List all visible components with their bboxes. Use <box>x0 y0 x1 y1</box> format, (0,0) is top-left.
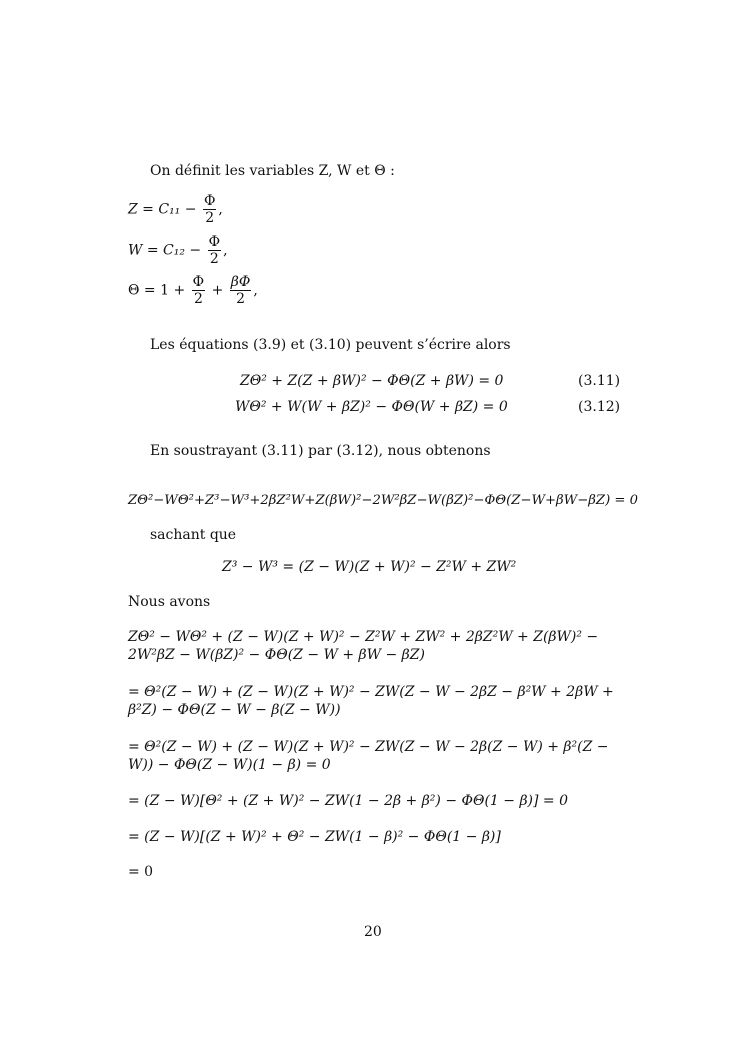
equations-intro-text: Les équations (3.9) et (3.10) peuvent s’écrire alors <box>150 337 511 353</box>
fraction-denominator: 2 <box>193 291 203 307</box>
fraction-denominator: 2 <box>236 291 246 307</box>
fraction-numerator: Φ <box>208 234 221 250</box>
definition-z <box>128 193 223 226</box>
knowing-text: sachant que <box>150 527 237 543</box>
plus-sign: + <box>211 282 224 299</box>
step1-line2: 2W²βZ − W(βZ)² − ΦΘ(Z − W + βW − βZ) <box>128 647 425 663</box>
step2-line1: = Θ²(Z − W) + (Z − W)(Z + W)² − ZW(Z − W − 2βZ − β²W + 2βW + <box>128 684 614 700</box>
equation-3-11: ZΘ² + Z(Z + βW)² − ΦΘ(Z + βW) = 0 <box>240 373 504 389</box>
fraction-phi-over-2 <box>203 193 216 226</box>
definition-theta-lhs: Θ = 1 + <box>128 282 186 299</box>
identity-equation: Z³ − W³ = (Z − W)(Z + W)² − Z²W + ZW² <box>222 559 517 575</box>
fraction-numerator: βΦ <box>230 274 251 290</box>
equation-3-12: WΘ² + W(W + βZ)² − ΦΘ(W + βZ) = 0 <box>235 399 508 415</box>
definition-w-lhs: W = C₁₂ − <box>128 242 202 259</box>
fraction-numerator: Φ <box>192 274 205 290</box>
definition-z-lhs: Z = C₁₁ − <box>128 201 197 218</box>
step5: = (Z − W)[(Z + W)² + Θ² − ZW(1 − β)² − ΦΘ(1 − β)] <box>128 829 501 845</box>
intro-text: On définit les variables Z, W et Θ : <box>150 163 395 179</box>
equation-label-3-12: (3.12) <box>578 399 621 415</box>
fraction-phi-over-2 <box>192 274 205 307</box>
long-equation: ZΘ²−WΘ²+Z³−W³+2βZ²W+Z(βW)²−2W²βZ−W(βZ)²−ΦΘ(Z−W+βW−βZ) = 0 <box>128 493 639 508</box>
definition-theta <box>128 274 258 307</box>
we-have-text: Nous avons <box>128 594 211 610</box>
step1-line1: ZΘ² − WΘ² + (Z − W)(Z + W)² − Z²W + ZW² + 2βZ²W + Z(βW)² − <box>128 629 599 645</box>
fraction-betaphi-over-2 <box>230 274 252 307</box>
fraction-denominator: 2 <box>209 251 219 267</box>
page-number: 20 <box>364 924 382 940</box>
definition-w <box>128 234 228 267</box>
step6: = 0 <box>128 864 154 880</box>
fraction-phi-over-2 <box>208 234 221 267</box>
step2-line2: β²Z) − ΦΘ(Z − W − β(Z − W)) <box>128 702 341 718</box>
fraction-denominator: 2 <box>205 210 215 226</box>
step3-line1: = Θ²(Z − W) + (Z − W)(Z + W)² − ZW(Z − W − 2β(Z − W) + β²(Z − <box>128 739 609 755</box>
subtract-text: En soustrayant (3.11) par (3.12), nous obtenons <box>150 443 491 459</box>
fraction-numerator: Φ <box>203 193 216 209</box>
step4: = (Z − W)[Θ² + (Z + W)² − ZW(1 − 2β + β²) − ΦΘ(1 − β)] = 0 <box>128 793 569 809</box>
definition-z-comma: , <box>218 201 223 218</box>
definition-w-comma: , <box>223 242 228 259</box>
step3-line2: W)) − ΦΘ(Z − W)(1 − β) = 0 <box>128 757 331 773</box>
definition-theta-comma: , <box>253 282 258 299</box>
equation-label-3-11: (3.11) <box>578 373 621 389</box>
